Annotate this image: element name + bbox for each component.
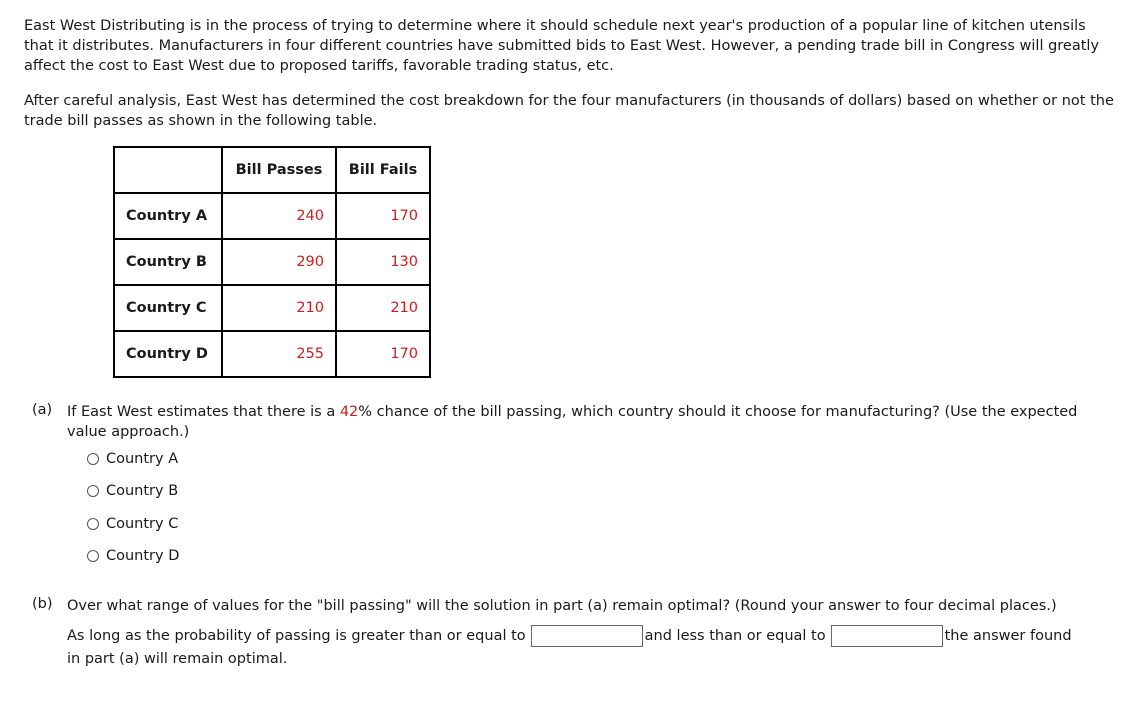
radio-button[interactable] — [87, 518, 99, 530]
cell-c-fails: 210 — [336, 285, 430, 331]
cell-a-passes: 240 — [222, 193, 336, 239]
table-header-row — [114, 147, 430, 193]
option-country-d[interactable] — [87, 546, 179, 566]
header-bill-passes: Bill Passes — [222, 147, 336, 193]
row-label-country-c: Country C — [114, 285, 222, 331]
part-b-label: (b) — [32, 596, 53, 612]
cost-table — [113, 146, 431, 378]
cell-d-fails: 170 — [336, 331, 430, 377]
row-label-country-d: Country D — [114, 331, 222, 377]
part-a-label: (a) — [32, 402, 53, 418]
cell-a-fails: 170 — [336, 193, 430, 239]
cell-d-passes: 255 — [222, 331, 336, 377]
table-row — [114, 285, 430, 331]
option-country-c[interactable] — [87, 514, 178, 534]
row-label-country-b: Country B — [114, 239, 222, 285]
answer-text-start: As long as the probability of passing is greater than or equal to — [67, 628, 526, 644]
option-country-b[interactable] — [87, 481, 178, 501]
cell-b-passes: 290 — [222, 239, 336, 285]
table-row — [114, 331, 430, 377]
part-a-text-before: If East West estimates that there is a — [67, 404, 340, 420]
option-label: Country A — [106, 451, 179, 467]
option-label: Country B — [106, 483, 179, 499]
radio-button[interactable] — [87, 550, 99, 562]
header-bill-fails: Bill Fails — [336, 147, 430, 193]
option-label: Country C — [106, 516, 179, 532]
intro-paragraph-2: After careful analysis, East West has determined the cost breakdown for the four manufacturers (in thousands of dollars) based on whether or not the trade bill passes as shown in the following table. — [24, 93, 1114, 129]
radio-button[interactable] — [87, 453, 99, 465]
table-row — [114, 239, 430, 285]
intro-paragraph-1: East West Distributing is in the process of trying to determine where it should schedule next year's production of a popular line of kitchen utensils that it distributes. Manufacturers in four different countries have submitted bids to East West. However, a pending trade bill in Congress will greatly affect the cost to East West due to proposed tariffs, favorable trading status, etc. — [24, 18, 1100, 74]
cell-c-passes: 210 — [222, 285, 336, 331]
table-row — [114, 193, 430, 239]
part-a-question — [67, 402, 1107, 442]
part-a-text-after: % chance of the bill passing, which country should it choose for manufacturing? (Use the expected value approach.) — [67, 404, 1078, 440]
lower-bound-input[interactable] — [531, 625, 643, 647]
option-label: Country D — [106, 548, 180, 564]
answer-text-middle: and less than or equal to — [644, 628, 826, 644]
part-b-question: Over what range of values for the "bill passing" will the solution in part (a) remain optimal? (Round your answer to four decimal places.) — [67, 598, 1057, 614]
answer-text-continuation: in part (a) will remain optimal. — [67, 651, 288, 667]
part-a-percent: 42 — [339, 404, 359, 420]
table-corner-cell — [114, 147, 222, 193]
cell-b-fails: 130 — [336, 239, 430, 285]
answer-text-end: the answer found — [944, 628, 1072, 644]
option-country-a[interactable] — [87, 449, 178, 469]
row-label-country-a: Country A — [114, 193, 222, 239]
radio-button[interactable] — [87, 485, 99, 497]
upper-bound-input[interactable] — [831, 625, 943, 647]
part-b-answer-line — [67, 624, 1072, 648]
